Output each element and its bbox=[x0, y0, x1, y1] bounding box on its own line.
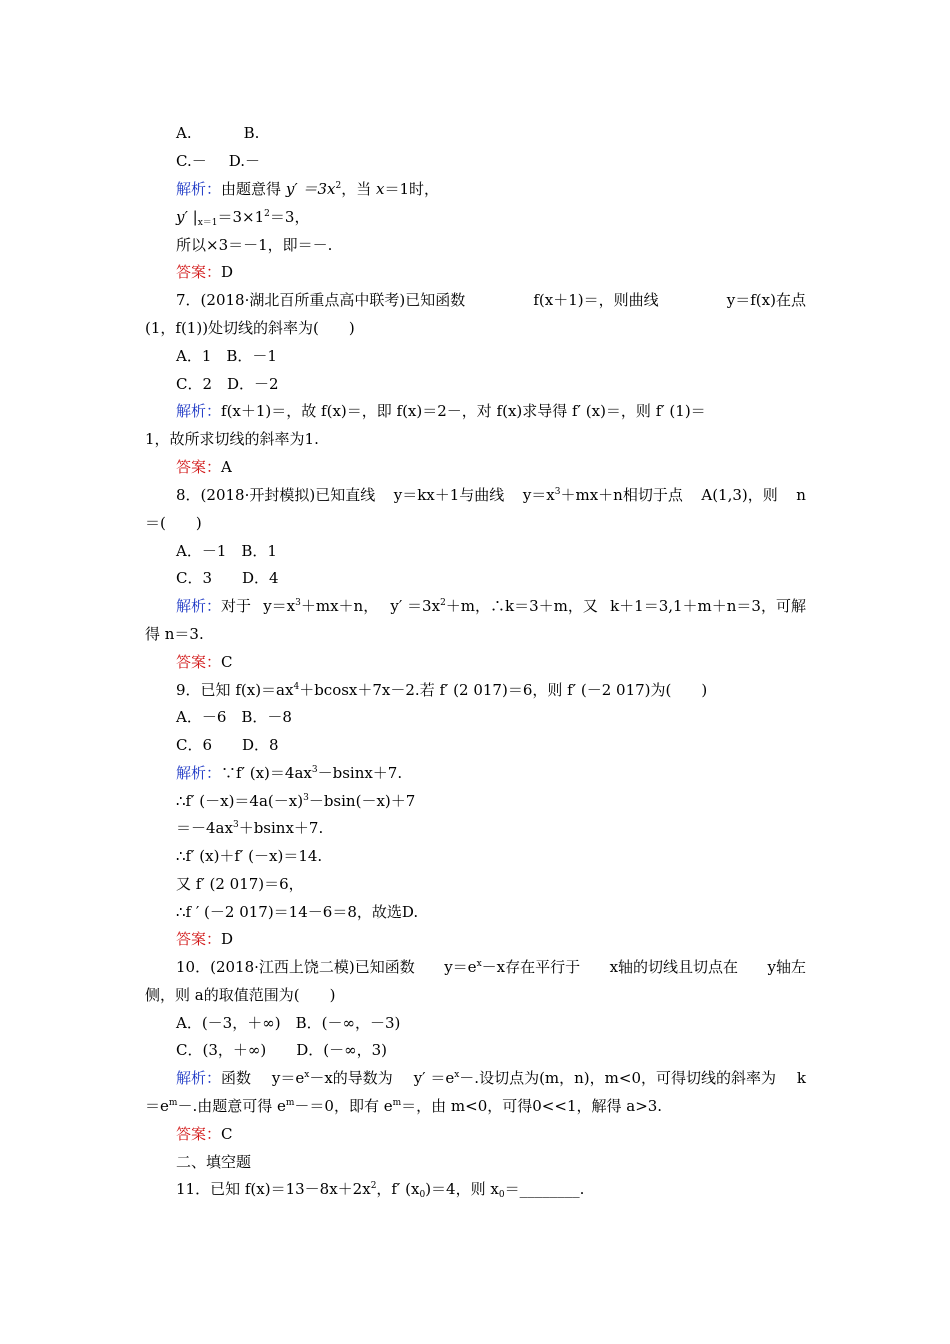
q9-solution-line-6: ∴f ′ (－2 017)＝14－6＝8，故选D. bbox=[176, 903, 419, 921]
answer-label: 答案： bbox=[176, 1125, 222, 1143]
q8-solution-line-2: 得 n＝3. bbox=[145, 625, 204, 643]
q9-stem: 9．已知 $f(x)=ax^4+bcosx+7x-2$.若 f′ (2 017)＝6，则 f′ (－2 017)为( ) bbox=[176, 681, 708, 699]
analysis-label: 解析： bbox=[176, 597, 222, 615]
q10-solution-line-2: $=e^m-$.由题意可得 $e^m-=0$，即有 $e^m=$，由 m<0，可得0<<1，解得 a>3. bbox=[145, 1097, 663, 1115]
q8-options-cd: C．3 D．4 bbox=[176, 569, 279, 587]
q6-solution-line-3: 所以×3＝－1，即＝－. bbox=[176, 236, 333, 254]
q8-solution-line-1: 解析：对于 $y=x^3+mx+n$， $y' =3x^2+m$，∴k＝3＋m，又 k＋1＝3,1＋m＋n＝3，可解 bbox=[176, 597, 806, 615]
answer-value: C bbox=[221, 1125, 233, 1143]
answer-blank: ＝________. bbox=[504, 1180, 585, 1198]
q7-solution-line-2: 1，故所求切线的斜率为1. bbox=[145, 430, 319, 448]
q8-stem-line-2: ＝( ) bbox=[145, 514, 202, 532]
q7-options-cd: C．2 D．－2 bbox=[176, 375, 279, 393]
q6-options-cd bbox=[176, 151, 260, 171]
q9-solution-line-5: 又 f′ (2 017)＝6， bbox=[176, 875, 304, 893]
q9-solution-line-3: $=-4ax^3+bsinx+7$. bbox=[176, 819, 324, 837]
q9-answer bbox=[176, 929, 233, 949]
analysis-label: 解析： bbox=[176, 1069, 222, 1087]
q7-stem-line-1: 7．(2018·湖北百所重点高中联考)已知函数 f(x＋1)＝，则曲线 y＝f(x)在点 bbox=[176, 291, 806, 309]
analysis-label: 解析： bbox=[176, 402, 222, 420]
answer-label: 答案： bbox=[176, 263, 222, 281]
q6-solution-line-1: 解析：由题意得 $y' =3x^2$，当 x＝1时， bbox=[176, 180, 440, 198]
q9-solution-line-4: ∴f′ (x)＋f′ (－x)＝14. bbox=[176, 847, 323, 865]
analysis-label: 解析： bbox=[176, 764, 222, 782]
answer-label: 答案： bbox=[176, 458, 222, 476]
q8-answer bbox=[176, 652, 233, 672]
option-c: C.－ bbox=[176, 152, 207, 170]
q6-solution-line-2: y′ $|_{x=1}=3\times 1^2=3$， bbox=[176, 208, 310, 228]
q10-options-cd: C．(3，＋∞) D．(－∞，3) bbox=[176, 1041, 387, 1059]
q10-stem-line-1: 10．(2018·江西上饶二模)已知函数 $y=e^x-x$存在平行于 x轴的切线且切点在 y轴左 bbox=[176, 958, 806, 976]
option-a: A. bbox=[176, 124, 192, 142]
option-d: D.－ bbox=[228, 152, 260, 170]
answer-label: 答案： bbox=[176, 930, 222, 948]
answer-value: D bbox=[221, 263, 234, 281]
q9-options-cd: C．6 D．8 bbox=[176, 736, 279, 754]
q7-stem-line-2: (1，f(1))处切线的斜率为( ) bbox=[145, 319, 355, 337]
q6-answer bbox=[176, 262, 233, 282]
q7-solution-line-1: 解析： f(x＋1)＝，故 f(x)＝，即 f(x)＝2－，对 f(x)求导得 f′ (x)＝，则 f′ (1)＝ bbox=[176, 402, 706, 420]
answer-value: A bbox=[221, 458, 232, 476]
answer-value: C bbox=[221, 653, 233, 671]
q7-answer bbox=[176, 457, 232, 477]
q10-answer bbox=[176, 1124, 233, 1144]
analysis-label: 解析： bbox=[176, 180, 222, 198]
q9-options-ab: A．－6 B．－8 bbox=[176, 708, 292, 726]
q8-options-ab: A．－1 B．1 bbox=[176, 542, 277, 560]
q6-options-ab bbox=[176, 123, 259, 143]
q10-solution-line-1: 解析：函数 $y=e^x-x$的导数为 $y' =e^x-$.设切点为(m，n)，m<0，可得切线的斜率为 k bbox=[176, 1069, 806, 1087]
q9-solution-line-1: 解析：∵f′ $(x)=4ax^3-bsinx+7$. bbox=[176, 764, 403, 782]
q10-stem-line-2: 侧，则 a的取值范围为( ) bbox=[145, 986, 336, 1004]
section-heading-fill-in: 二、填空题 bbox=[176, 1153, 252, 1171]
q11-stem: 11．已知 $f(x)=13-8x+2x^2$，f′ $(x_0)=4$，则 $x_0=\_\_\_\_\_\_\_\_$. bbox=[176, 1180, 585, 1200]
q9-solution-line-2: ∴f′ $(-x)=4a(-x)^3-bsin(-x)+7$ bbox=[176, 792, 416, 810]
option-b: B. bbox=[243, 124, 260, 142]
q8-stem-line-1: 8．(2018·开封模拟)已知直线 y＝kx＋1与曲线 $y=x^3+mx+n$相切于点 A(1,3)，则 n bbox=[176, 486, 806, 504]
answer-value: D bbox=[221, 930, 234, 948]
q7-options-ab: A．1 B．－1 bbox=[176, 347, 277, 365]
q10-options-ab: A．(－3，＋∞) B．(－∞，－3) bbox=[176, 1014, 401, 1032]
answer-label: 答案： bbox=[176, 653, 222, 671]
